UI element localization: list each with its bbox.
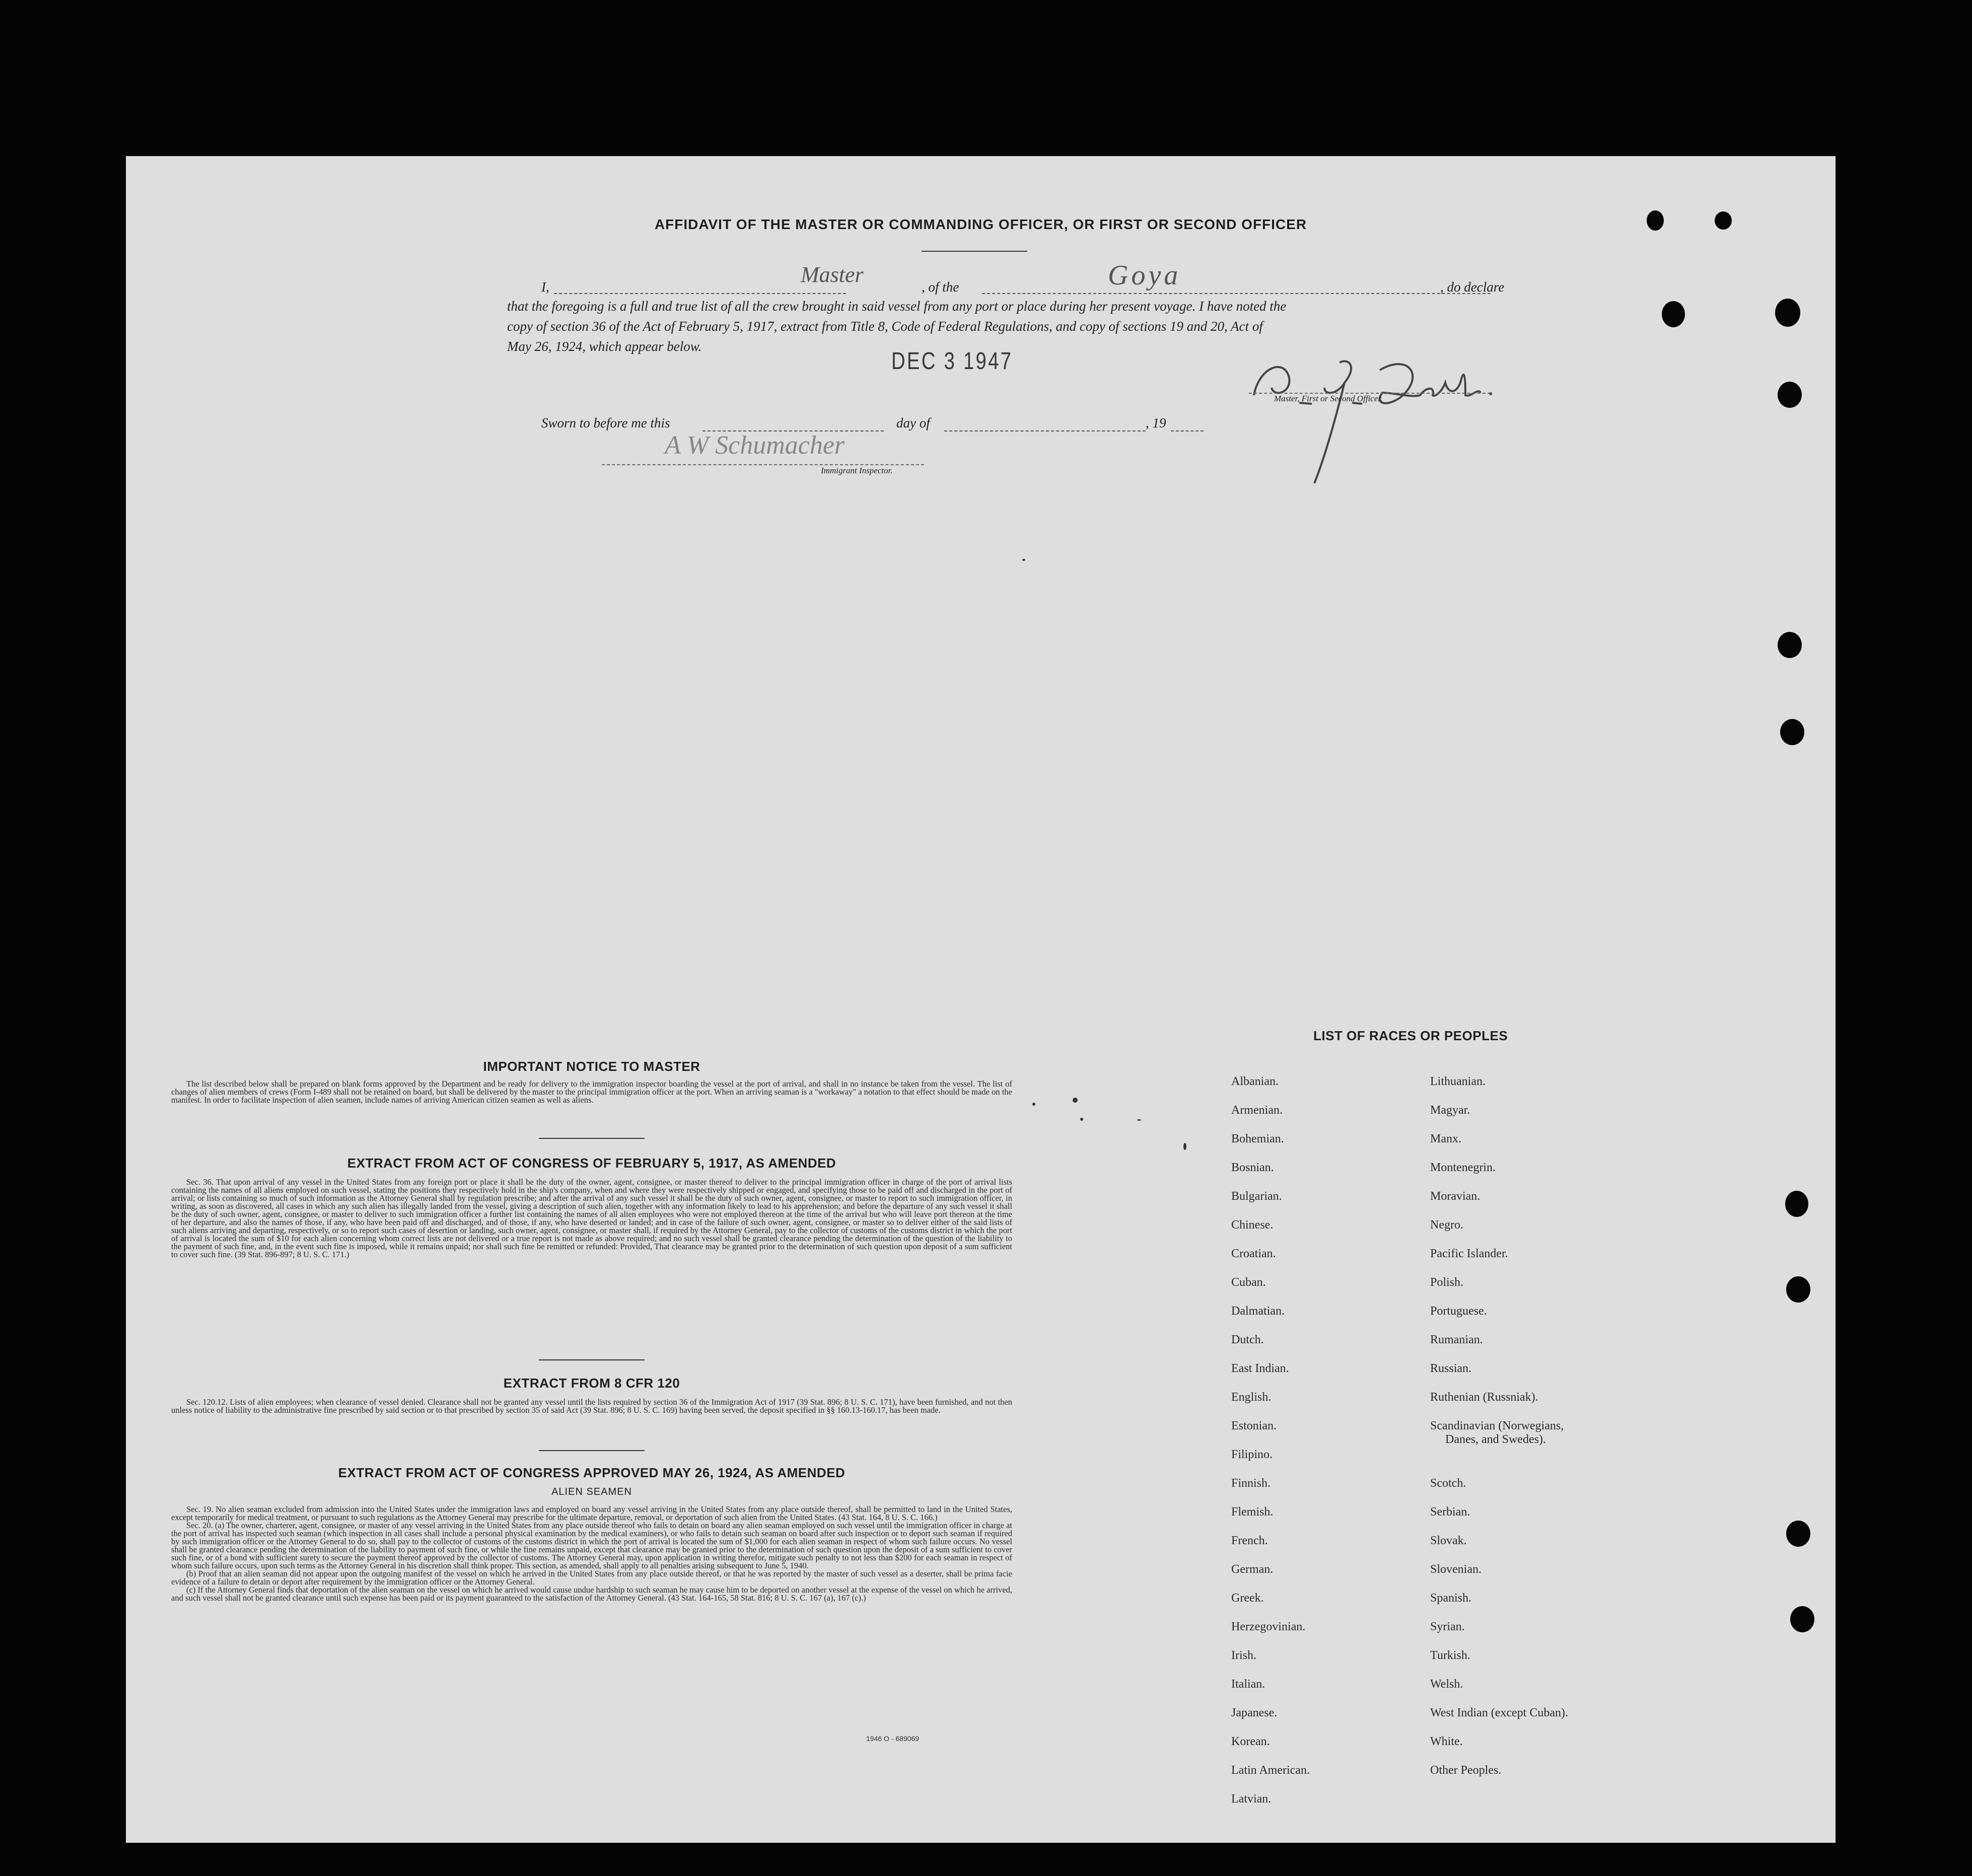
race-item: German. [1231,1563,1274,1576]
race-item: Cuban. [1231,1276,1266,1289]
inspector-caption: Immigrant Inspector. [821,466,893,475]
race-item: Turkish. [1430,1649,1470,1662]
extract-1924-text [171,1505,1012,1602]
year-blank [1171,430,1204,431]
race-item: Negro. [1430,1218,1463,1232]
race-item: Russian. [1430,1362,1472,1375]
race-item: Croatian. [1231,1247,1276,1260]
race-item: Bohemian. [1231,1132,1284,1145]
scan-speck [1183,1143,1186,1150]
race-item: West Indian (except Cuban). [1430,1706,1568,1719]
race-item: Bulgarian. [1231,1190,1282,1203]
punch-hole [1785,1191,1808,1217]
extract-cfr-text [171,1398,1012,1414]
date-stamp: DEC 3 1947 [891,348,1013,375]
affidavit-line2: that the foregoing is a full and true list of all the crew brought in said vessel from any port or place during her present voyage. I have noted the [507,299,1287,314]
race-item: English. [1231,1391,1272,1404]
race-item: Moravian. [1430,1190,1481,1203]
race-item: Danes, and Swedes). [1445,1433,1546,1446]
race-item: Polish. [1430,1276,1464,1289]
affidavit-line3: copy of section 36 of the Act of February 5, 1917, extract from Title 8, Code of Federal Regulations, and copy of sections 19 and 20, Act of [507,319,1263,334]
extract-1924-paragraph-sec20a: Sec. 20. (a) The owner, charterer, agent, consignee, or master of any vessel arriving in the United States from any place outside thereof who fails to detain on board any alien seaman employed on such vessel until the immigration officer in charge at the port of arrival has inspected such seaman (which inspection in all cases shall include a personal physical examination by the medical examiners), or who fails to detain such seaman on board after such inspection or to deport such seaman if required by such immigration officer or the Attorney General to do so, shall pay to the collector of customs of the customs district in which the port of arrival is located the sum of $1,000 for each alien seaman in respect of whom such failure occurs. No vessel shall be granted clearance pending the determination of the liability to payment of such fine, or while the fine remains unpaid, except that clearance may be granted prior to the determination of such question upon the deposit of a sum sufficient to cover such fine, or of a bond with sufficient surety to secure the payment thereof approved by the collector of customs. The Attorney General may, upon application in writing therefor, mitigate such penalty to not less than $200 for each seaman in respect of whom such failure occurs, upon such terms as the Attorney General in his discretion shall think proper. This section, as amended, shall apply to all penalties arising subsequent to June 5, 1940. [171,1521,1012,1570]
punch-hole [1790,1606,1814,1632]
race-item: Welsh. [1430,1678,1463,1691]
notice-heading: IMPORTANT NOTICE TO MASTER [483,1059,700,1074]
handwritten-master: Master [801,262,864,287]
punch-hole [1786,1521,1810,1547]
race-item: Latvian. [1231,1792,1272,1806]
officer-signature [1244,347,1506,483]
year-prefix: , 19 [1146,415,1166,430]
ship-name-blank [982,293,1491,294]
extract-1917-text [171,1178,1012,1259]
extract-1924-paragraph-sec20b: (b) Proof that an alien seaman did not appear upon the outgoing manifest of the vessel on which he arrived in the United States from any place outside thereof, or that he was reported by the master of such vessel as a deserter, shall be prima facie evidence of a failure to detain or deport after requirement by the immigration officer or the Attorney General. [171,1569,1012,1586]
affidavit-title: AFFIDAVIT OF THE MASTER OR COMMANDING OFFICER, OR FIRST OR SECOND OFFICER [654,217,1307,232]
race-item: Pacific Islander. [1430,1247,1508,1260]
extract-cfr-paragraph: Sec. 120.12. Lists of alien employees; when clearance of vessel denied. Clearance shall not be granted any vessel until the lists required by section 36 of the Immigration Act of 1917 (39 Stat. 896; 8 U. S. C. 171), have been furnished, and not then unless notice of liability to the administrative fine prescribed by said section or to that prescribed by section 35 of said Act (39 Stat. 896; 8 U. S. C. 169) having been served, the deposit specified in §§ 160.13-160.17, has been made. [171,1397,1012,1415]
scan-speck [1032,1103,1035,1106]
sworn-text: Sworn to before me this [541,415,670,430]
affidavit-line1-of-the: , of the [922,279,959,295]
scan-speck [1073,1098,1078,1103]
race-item: Portuguese. [1430,1305,1487,1318]
extract-cfr-heading: EXTRACT FROM 8 CFR 120 [503,1376,680,1391]
officer-caption: Master, First or Second Officer. [1274,394,1383,403]
race-item: Rumanian. [1430,1333,1483,1346]
race-item: Herzegovinian. [1231,1620,1306,1633]
extract-1924-paragraph-sec19: Sec. 19. No alien seaman excluded from admission into the United States under the immigration laws and employed on board any vessel arriving in the United States from any place outside thereof, shall be permitted to land in the United States, except temporarily for medical treatment, or pursuant to such regulations as the Attorney General may prescribe for the ultimate departure, removal, or deportation of such alien from the United States. (43 Stat. 164, 8 U. S. C. 166.) [171,1504,1012,1522]
race-item: Chinese. [1231,1218,1274,1232]
extract-1924-heading: EXTRACT FROM ACT OF CONGRESS APPROVED MAY 26, 1924, AS AMENDED [338,1465,846,1480]
race-item: Estonian. [1231,1419,1277,1432]
notice-text [171,1080,1012,1104]
race-item: Manx. [1430,1132,1461,1145]
scan-speck [1022,559,1025,561]
race-item: Dalmatian. [1231,1305,1285,1318]
race-item: Scotch. [1430,1477,1466,1490]
race-item: Lithuanian. [1430,1075,1486,1088]
race-item: Greek. [1231,1592,1264,1605]
race-item: Albanian. [1231,1075,1279,1088]
race-item: Other Peoples. [1430,1764,1502,1777]
title-rule [922,251,1027,252]
race-item: Dutch. [1231,1333,1264,1346]
document-page [126,156,1836,1843]
race-item: Ruthenian (Russniak). [1430,1391,1538,1404]
affidavit-line1-i: I, [541,279,549,295]
master-name-blank [554,293,846,294]
scan-speck [1137,1119,1141,1121]
punch-hole [1778,632,1802,658]
race-item: Finnish. [1231,1477,1271,1490]
inspector-signature-line [602,464,924,465]
race-item: Serbian. [1430,1505,1470,1519]
race-item: Italian. [1231,1678,1265,1691]
print-code: 1946 O - 689069 [866,1735,920,1743]
race-item: Syrian. [1430,1620,1465,1633]
race-item: Armenian. [1231,1104,1283,1117]
punch-hole [1775,299,1800,327]
affidavit-line1-declare: , do declare [1440,279,1505,295]
punch-hole [1778,382,1802,408]
race-item: Spanish. [1430,1592,1472,1605]
race-item: Bosnian. [1231,1161,1274,1174]
race-item: Latin American. [1231,1764,1310,1777]
extract-1917-heading: EXTRACT FROM ACT OF CONGRESS OF FEBRUARY 5, 1917, AS AMENDED [347,1156,836,1171]
race-item: Montenegrin. [1430,1161,1496,1174]
section-rule [539,1138,645,1139]
race-item: Japanese. [1231,1706,1278,1719]
race-item: White. [1430,1735,1463,1748]
extract-1924-subheading: ALIEN SEAMEN [551,1486,632,1497]
punch-hole [1780,719,1804,745]
race-item: Flemish. [1231,1505,1274,1519]
scan-speck [1080,1118,1083,1121]
race-item: Magyar. [1430,1104,1470,1117]
section-rule [539,1359,645,1360]
race-item: Slovenian. [1430,1563,1482,1576]
month-blank [944,430,1146,431]
extract-1917-paragraph: Sec. 36. That upon arrival of any vessel in the United States from any foreign port or place it shall be the duty of the owner, agent, consignee, or master thereof to deliver to the principal immigration officer in charge of the port of arrival lists containing the names of all aliens employed on such vessel, stating the positions they respectively hold in the ship's company, when and where they were respectively shipped or engaged, and specifying those to be paid off and discharged in the port of arrival; or lists containing so much of such information as the Attorney General shall by regulation prescribe; and after the arrival of any such vessel it shall be the duty of such owner, agent, consignee, or master to report to such immigration officer, in writing, as soon as discovered, all cases in which any such alien has illegally landed from the vessel, giving a description of such alien, together with any information likely to lead to his apprehension; and before the departure of any such vessel it shall be the duty of such owner, agent, consignee, or master to deliver to such immigration officer a further list containing the names of all alien employees who were not employed thereon at the time of the arrival but who will leave port thereon at the time of her departure, and also the names of those, if any, who have been paid off and discharged, and of those, if any, who have deserted or landed; and in case of the failure of such owner, agent, consignee, or master so to deliver either of the said lists of such aliens arriving and departing, respectively, or so to report such cases of desertion or landing, such owner, agent, consignee, or master shall, if required by the Attorney General, pay to the collector of customs of the customs district in which the port of arrival is located the sum of $10 for each alien concerning whom correct lists are not delivered or a true report is not made as above required; and no such vessel shall be granted clearance pending the determination of the question of the liability to the payment of such fine, and, in the event such fine is imposed, while it remains unpaid; nor shall such fine be remitted or refunded: Provided, That clearance may be granted prior to the determination of such question upon deposit of a sum sufficient to cover such fine. (39 Stat. 896-897; 8 U. S. C. 171.) [171,1177,1012,1259]
race-item: East Indian. [1231,1362,1289,1375]
race-item: French. [1231,1534,1268,1547]
handwritten-ship-name: Goya [1108,260,1181,291]
affidavit-line4: May 26, 1924, which appear below. [507,339,702,354]
inspector-signature: A W Schumacher [665,431,845,460]
punch-hole [1786,1276,1810,1303]
race-item: Filipino. [1231,1448,1273,1461]
extract-1924-paragraph-sec20c: (c) If the Attorney General finds that deportation of the alien seaman on the vessel on which he arrived would cause undue hardship to such seaman he may cause him to be deported on another vessel at the expense of the vessel on which he arrived, and such vessel shall not be granted clearance until such expense has been paid or its payment guaranteed to the satisfaction of the Attorney General. (43 Stat. 164-165, 58 Stat. 816; 8 U. S. C. 167 (a), 167 (c).) [171,1585,1012,1603]
races-heading: LIST OF RACES OR PEOPLES [1313,1028,1508,1043]
day-of-text: day of [896,415,930,430]
race-item: Scandinavian (Norwegians, [1430,1419,1564,1432]
section-rule [539,1450,645,1451]
race-item: Slovak. [1430,1534,1467,1547]
notice-paragraph: The list described below shall be prepared on blank forms approved by the Department and be ready for delivery to the immigration inspector boarding the vessel at the port of arrival, and shall in no instance be taken from the vessel. The list of changes of alien members of crews (Form I-489 shall not be retained on board, but shall be delivered by the master to the principal immigration officer at the port. When an arriving seaman is a "workaway" a notation to that effect should be made on the manifest. In order to facilitate inspection of alien seamen, include names of arriving American citizen seamen as well as aliens. [171,1079,1012,1105]
race-item: Korean. [1231,1735,1270,1748]
race-item: Irish. [1231,1649,1256,1662]
punch-hole [1662,301,1685,327]
